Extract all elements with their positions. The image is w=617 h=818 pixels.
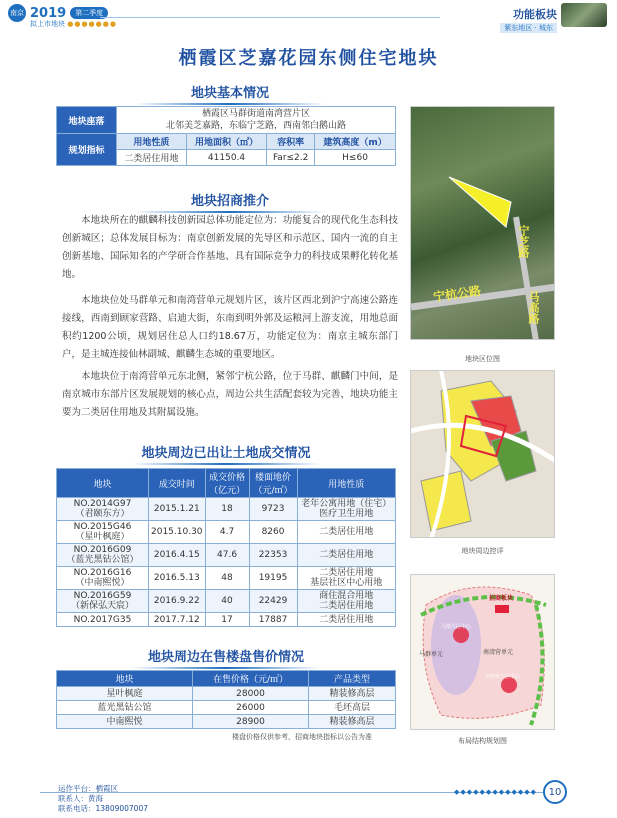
location-value	[117, 107, 396, 134]
deal-date: 2016.5.13	[149, 567, 206, 590]
location-map	[410, 106, 555, 340]
location-line1: 栖霞区马群街道南湾营片区	[201, 109, 310, 119]
deals-heading: 地块周边已出让土地成交情况	[56, 442, 396, 465]
maqun-center-label: 马群片区中心	[441, 624, 472, 630]
deal-name: NO.2014G97	[73, 499, 132, 509]
deal-floor-price: 17887	[249, 613, 297, 627]
sales-table	[56, 670, 396, 729]
deal-price: 47.6	[205, 544, 249, 567]
col-far: 容积率	[267, 134, 315, 150]
deal-price: 17	[205, 613, 249, 627]
footer-phone: 联系电话：13809007007	[58, 804, 148, 813]
table-row	[57, 498, 396, 521]
table-row	[57, 521, 396, 544]
header-right	[500, 6, 557, 33]
nanwanying-unit-label: 南湾营单元	[483, 649, 514, 656]
quarter-badge: 第二季度	[70, 7, 108, 19]
nanwanying-center-label: 南湾营片区中心	[485, 674, 521, 680]
val-land-use: 二类居住用地	[117, 150, 187, 166]
sale-name: 星叶枫庭	[57, 687, 193, 701]
sale-type: 精装修高层	[309, 715, 396, 729]
control-map-overlay	[411, 371, 555, 538]
sales-col-plot: 地块	[57, 671, 193, 687]
deal-alias: （君颐东方）	[75, 509, 130, 519]
deal-floor-price: 22353	[249, 544, 297, 567]
page-title: 栖霞区芝嘉花园东侧住宅地块	[178, 48, 439, 69]
header-thumbnail	[561, 3, 607, 27]
sale-price: 28000	[193, 687, 309, 701]
deal-alias: （中南熙悦）	[75, 578, 130, 588]
sales-col-type: 产品类型	[309, 671, 396, 687]
sales-col-price: 在售价格（元/㎡）	[193, 671, 309, 687]
deal-alias: （新保弘天宸）	[70, 601, 134, 611]
deal-date: 2016.9.22	[149, 590, 206, 613]
footer-platform: 运作平台：栖霞区	[58, 784, 118, 793]
control-map-caption: 地块周边控详	[461, 547, 504, 555]
table-row	[57, 613, 396, 627]
col-land-use: 用地性质	[117, 134, 187, 150]
location-label: 地块座落	[57, 107, 117, 134]
road-label-ningzhi: 宁芝路	[517, 225, 530, 258]
footer-contact-person: 联系人：黄海	[58, 794, 103, 803]
col-height: 建筑高度（m）	[315, 134, 396, 150]
location-line2: 北邻美芝嘉路，东临宁芝路，西南邻白鹅山路	[165, 121, 346, 131]
table-row	[57, 544, 396, 567]
structure-map	[410, 574, 555, 730]
footer-contact	[58, 784, 148, 814]
deal-price: 40	[205, 590, 249, 613]
basic-info-table	[56, 106, 396, 166]
deal-date: 2017.7.12	[149, 613, 206, 627]
maqun-unit-label: 马群单元	[419, 651, 444, 658]
table-row	[57, 687, 396, 701]
subtitle-dots: ●●●●●●●	[67, 20, 117, 28]
deal-use: 二类居住用地	[297, 613, 395, 627]
val-height: H≤60	[315, 150, 396, 166]
control-map	[410, 370, 555, 538]
deals-table	[56, 468, 396, 627]
planning-label: 规划指标	[57, 134, 117, 166]
deal-price: 48	[205, 567, 249, 590]
deal-name: NO.2016G09	[73, 545, 132, 555]
maqun-unit-zone	[431, 595, 481, 695]
promo-paragraph-3: 本地块位于南湾营单元东北侧，紧邻宁杭公路，位于马群、麒麟门中间，是南京城市东部片区发展规划的核心点，周边公共生活配套较为完善，地块功能主要为二类居住用地及其附属设施。	[62, 371, 398, 418]
deal-name: NO.2016G59	[73, 591, 132, 601]
deal-price: 4.7	[205, 521, 249, 544]
site-marker	[495, 605, 509, 613]
deal-date: 2016.4.15	[149, 544, 206, 567]
table-row	[57, 590, 396, 613]
deal-date: 2015.1.21	[149, 498, 206, 521]
sale-type: 精装修高层	[309, 687, 396, 701]
deal-use: 商住混合用地	[319, 591, 374, 601]
col-land-area: 用地面积（㎡）	[186, 134, 266, 150]
deal-use: 二类居住用地	[319, 527, 374, 537]
sale-price: 28900	[193, 715, 309, 729]
sales-heading: 地块周边在售楼盘售价情况	[56, 646, 396, 669]
region-name: 紫东地区 · 城东	[500, 23, 557, 33]
deal-name: NO.2016G16	[73, 568, 132, 578]
deal-floor-price: 8260	[249, 521, 297, 544]
val-far: Far≤2.2	[267, 150, 315, 166]
nanjing-logo-icon: 南京	[8, 4, 26, 22]
deal-floor-price: 19195	[249, 567, 297, 590]
page-number: 10	[543, 780, 567, 804]
promo-heading: 地块招商推介	[62, 190, 398, 213]
deals-col-floor-price: 楼面地价（元/㎡）	[249, 469, 297, 498]
page-header	[0, 0, 617, 34]
subtitle-text: 拟上市地块	[30, 20, 65, 28]
site-polygon	[449, 177, 511, 227]
location-map-caption: 地块区位图	[465, 355, 500, 363]
header-subtitle	[30, 19, 117, 29]
deal-name: NO.2015G46	[73, 522, 132, 532]
basic-heading: 地块基本情况	[62, 82, 398, 105]
deal-floor-price: 9723	[249, 498, 297, 521]
page-footer	[0, 770, 617, 818]
sale-name: 蓝光黑钻公馆	[57, 701, 193, 715]
sale-name: 中南熙悦	[57, 715, 193, 729]
promo-paragraph-1: 本地块所在的麒麟科技创新园总体功能定位为：功能复合的现代化生态科技创新城区；总体发展目标为：南京创新发展的先导区和示范区、国内一流的自主创新基地、国际知名的产学研合作基地、具有国际竞争力的科技成果孵化转化基地。	[62, 215, 398, 280]
table-row	[57, 567, 396, 590]
price-note: 楼盘价格仅供参考，招商地块指标以公告为准	[232, 733, 372, 741]
deal-use-2: 医疗卫生用地	[319, 509, 374, 519]
footer-dots: ◆◆◆◆◆◆◆◆◆◆◆◆◆	[454, 788, 537, 796]
section-name: 功能板块	[513, 8, 557, 21]
deals-col-plot: 地块	[57, 469, 149, 498]
table-row	[57, 715, 396, 729]
road-label-magao: 马高路	[527, 291, 540, 324]
sale-price: 26000	[193, 701, 309, 715]
deal-floor-price: 22429	[249, 590, 297, 613]
site-label: 招商板块	[489, 595, 514, 602]
sale-type: 毛坯高层	[309, 701, 396, 715]
road-label-ninghang: 宁杭公路	[432, 283, 482, 305]
header-divider	[100, 17, 440, 18]
deals-col-price: 成交价格（亿元）	[205, 469, 249, 498]
deal-date: 2015.10.30	[149, 521, 206, 544]
header-year: 2019	[30, 5, 67, 21]
val-land-area: 41150.4	[186, 150, 266, 166]
deal-use-2: 基层社区中心用地	[310, 578, 383, 588]
deal-alias: （蓝光黑钻公馆）	[66, 555, 139, 565]
table-row	[57, 701, 396, 715]
deal-use: 二类居住用地	[319, 550, 374, 560]
deal-price: 18	[205, 498, 249, 521]
deal-use: 老年公寓用地（住宅）	[301, 499, 392, 509]
deal-alias: （星叶枫庭）	[75, 532, 130, 542]
promo-paragraph-2: 本地块位处马群单元和南湾营单元规划片区，该片区西北到沪宁高速公路连接线，西南到顾家营路、启迪大街，东南到明外郭及运粮河上游支流，用地总面积约1200公顷，规划居住总人口约18.67万，功能定位为：南京主城东部门户，是主城连接仙林副城、麒麟生态城的重要地区。	[62, 295, 398, 360]
deals-col-use: 用地性质	[297, 469, 395, 498]
deal-use-2: 二类居住用地	[319, 601, 374, 611]
deal-use: 二类居住用地	[319, 568, 374, 578]
deals-col-date: 成交时间	[149, 469, 206, 498]
deal-name: NO.2017G35	[57, 613, 149, 627]
structure-map-caption: 布局结构规划图	[458, 737, 507, 745]
